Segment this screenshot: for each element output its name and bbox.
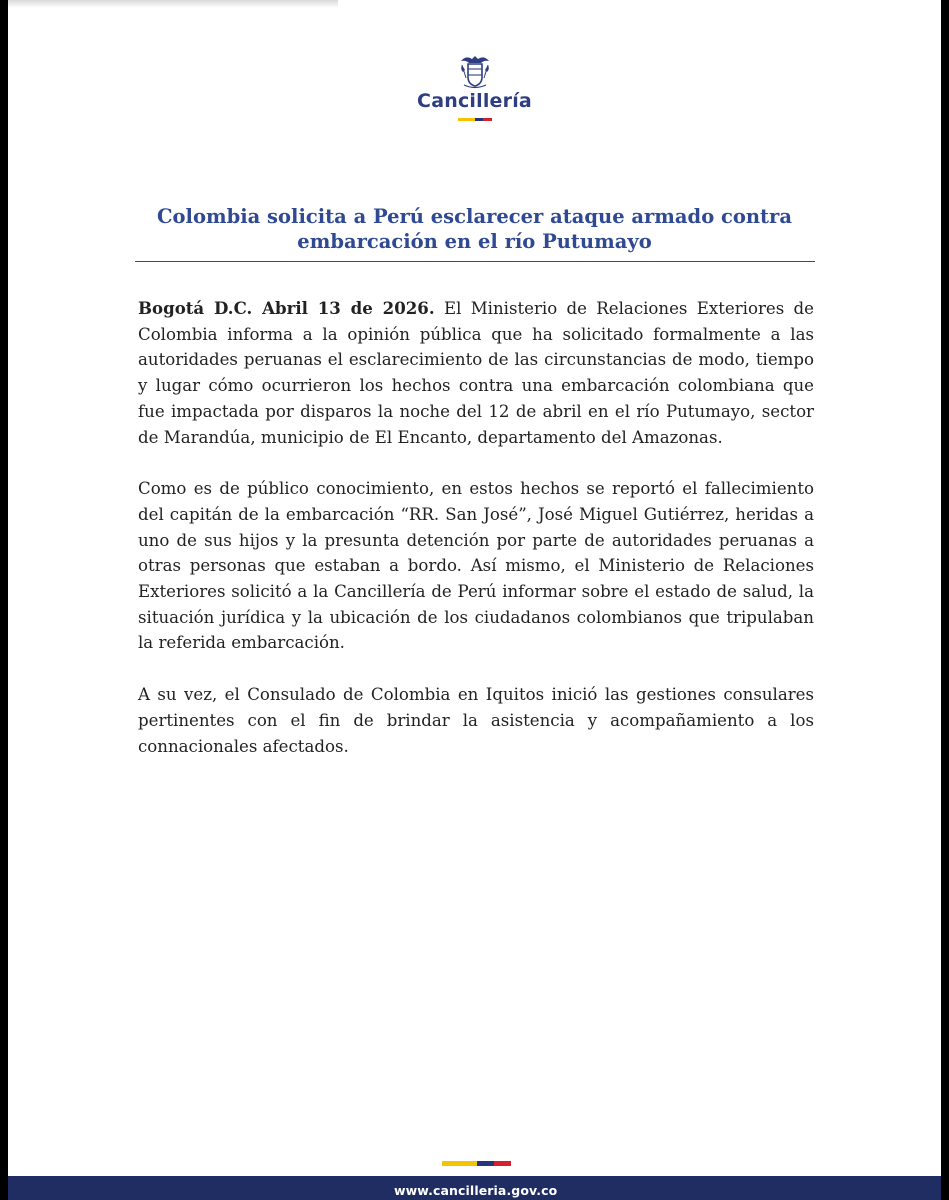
- press-release-body: [138, 296, 814, 785]
- dateline: Bogotá D.C. Abril 13 de 2026.: [138, 298, 435, 318]
- footer-tricolor-bar: [442, 1161, 511, 1166]
- footer-url[interactable]: www.cancilleria.gov.co: [394, 1183, 558, 1198]
- paragraph-1: [138, 296, 814, 450]
- title-divider: [135, 261, 815, 262]
- cancilleria-logo: [8, 52, 941, 121]
- paragraph-1-text: El Ministerio de Relaciones Exteriores de Colombia informa a la opinión pública que ha solicitado formalmente a las autoridades peruanas el esclarecimiento de las circunstancias de modo, tiempo y lugar cómo ocurrieron los hechos contra una embarcación colombiana que fue impactada por disparos la noche del 12 de abril en el río Putumayo, sector de Marandúa, municipio de El Encanto, departamento del Amazonas.: [138, 299, 814, 447]
- paragraph-3: A su vez, el Consulado de Colombia en Iquitos inició las gestiones consulares pertinentes con el fin de brindar la asistencia y acompañamiento a los connacionales afectados.: [138, 685, 814, 756]
- tricolor-bar: [458, 118, 492, 121]
- coat-of-arms-icon: [458, 52, 492, 90]
- brand-name: Cancillería: [417, 90, 532, 112]
- paragraph-2: Como es de público conocimiento, en estos hechos se reportó el fallecimiento del capitán de la embarcación “RR. San José”, José Miguel Gutiérrez, heridas a uno de sus hijos y la presunta detención por parte de autoridades peruanas a otras personas que estaban a bordo. Así mismo, el Ministerio de Relaciones Exteriores solicitó a la Cancillería de Perú informar sobre el estado de salud, la situación jurídica y la ubicación de los ciudadanos colombianos que tripulaban la referida embarcación.: [138, 479, 814, 653]
- scan-shadow: [8, 0, 338, 8]
- document-page: [8, 0, 941, 1200]
- press-release-title: Colombia solicita a Perú esclarecer ataque armado contra embarcación en el río Putumayo: [157, 205, 792, 253]
